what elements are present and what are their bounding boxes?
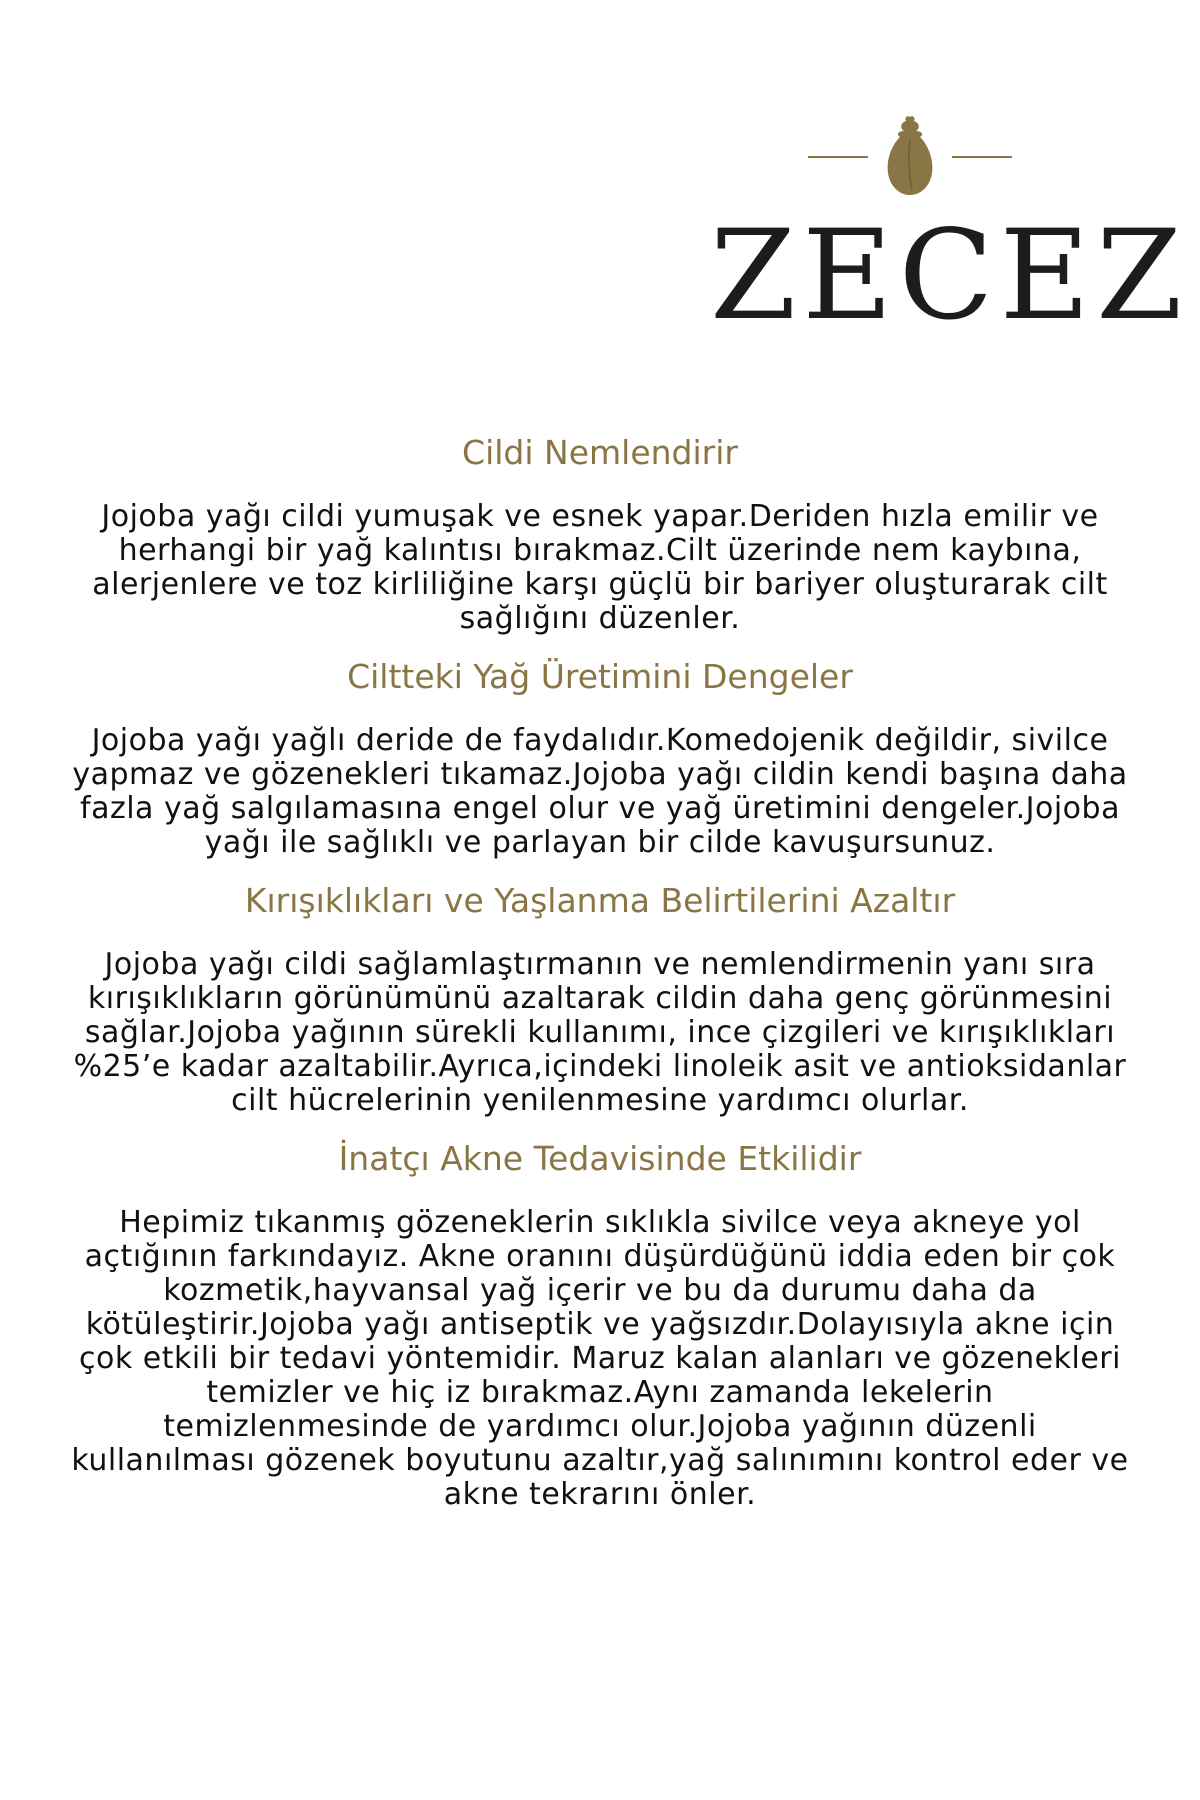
section-body: Jojoba yağı yağlı deride de faydalıdır.Komedojenik değildir, sivilce yapmaz ve gözenekleri tıkamaz.Jojoba yağı cildin kendi başına daha fazla yağ salgılamasına engel olur ve yağ üretimini dengeler.Jojoba yağı ile sağlıklı ve parlayan bir cilde kavuşursunuz. xyxy=(72,723,1128,860)
section-acne-treatment xyxy=(70,1136,1130,1512)
section-title: İnatçı Akne Tedavisinde Etkilidir xyxy=(338,1139,862,1178)
logo-mark xyxy=(710,112,1110,202)
section-moisturizes xyxy=(70,430,1130,636)
brand-logo xyxy=(710,112,1189,348)
logo-divider-right xyxy=(952,156,1012,158)
section-title: Kırışıklıkları ve Yaşlanma Belirtilerini Azaltır xyxy=(244,881,956,920)
section-body: Hepimiz tıkanmış gözeneklerin sıklıkla sivilce veya akneye yol açtığının farkındayız. Akne oranını düşürdüğünü iddia eden bir çok kozmetik,hayvansal yağ içerir ve bu da durumu daha da kötüleştirir.Jojoba yağı antiseptik ve yağsızdır.Dolayısıyla akne için çok etkili bir tedavi yöntemidir. Maruz kalan alanları ve gözenekleri temizler ve hiç iz bırakmaz.Aynı zamanda lekelerin temizlenmesinde de yardımcı olur.Jojoba yağının düzenli kullanılması gözenek boyutunu azaltır,yağ salınımını kontrol eder ve akne tekrarını önler. xyxy=(71,1205,1129,1512)
section-body: Jojoba yağı cildi sağlamlaştırmanın ve nemlendirmenin yanı sıra kırışıklıkların görünümünü azaltarak cildin daha genç görünmesini sağlar.Jojoba yağının sürekli kullanımı, ince çizgileri ve kırışıklıkları %25’e kadar azaltabilir.Ayrıca,içindeki linoleik asit ve antioksidanlar cilt hücrelerinin yenilenmesine yardımcı olurlar. xyxy=(73,947,1127,1118)
section-body: Jojoba yağı cildi yumuşak ve esnek yapar.Deriden hızla emilir ve herhangi bir yağ kalıntısı bırakmaz.Cilt üzerinde nem kaybına, alerjenlere ve toz kirliliğine karşı güçlü bir bariyer oluşturarak cilt sağlığını düzenler. xyxy=(92,499,1108,636)
section-reduces-wrinkles xyxy=(70,878,1130,1118)
brand-name: ZECEZ xyxy=(710,204,1189,348)
section-title: Ciltteki Yağ Üretimini Dengeler xyxy=(347,657,853,696)
seed-icon xyxy=(882,115,938,199)
article xyxy=(70,430,1130,1530)
logo-divider-left xyxy=(808,156,868,158)
section-balances-oil xyxy=(70,654,1130,860)
section-title: Cildi Nemlendirir xyxy=(462,433,738,472)
